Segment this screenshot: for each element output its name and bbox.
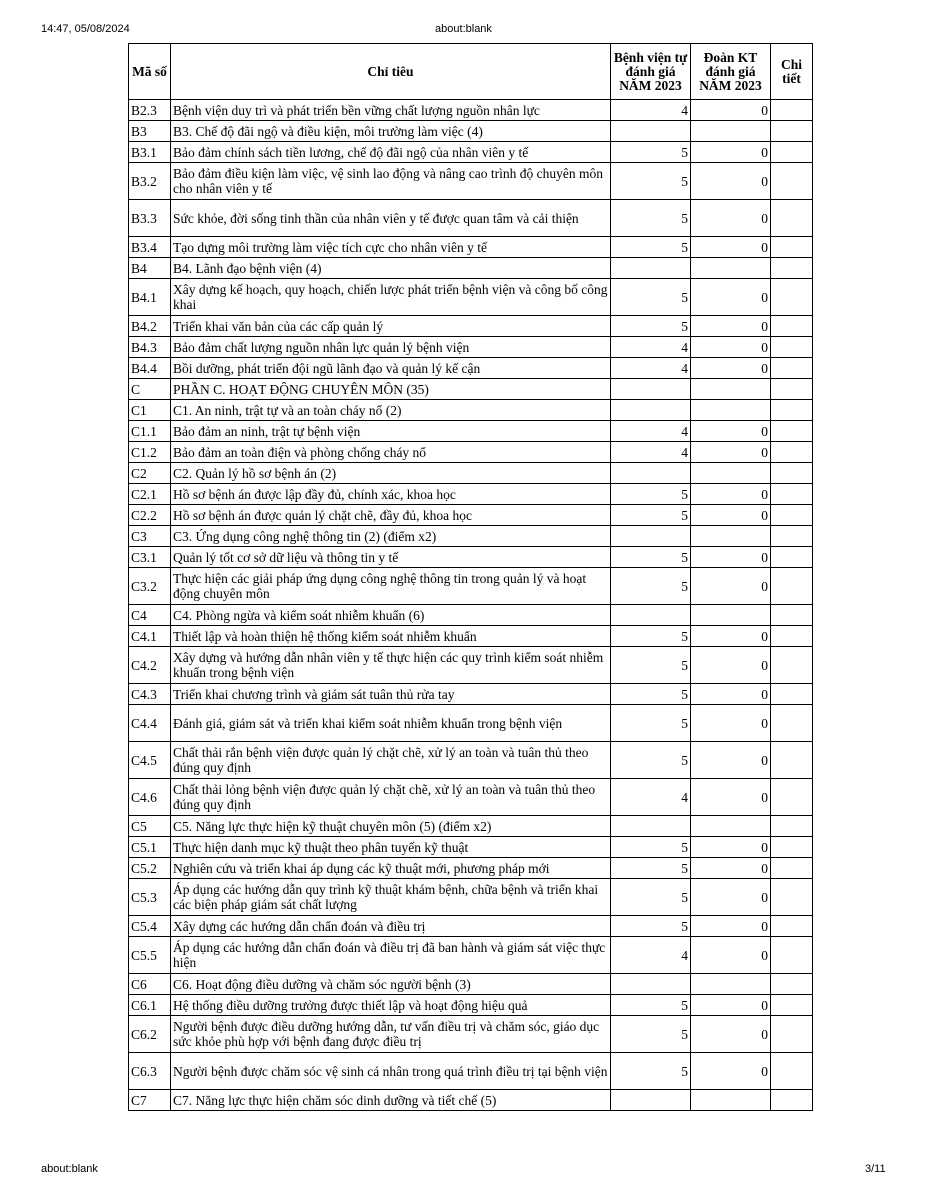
self-score-cell (611, 121, 691, 142)
code-cell: B4.3 (129, 337, 171, 358)
self-score-cell: 5 (611, 705, 691, 742)
team-score-cell (691, 974, 771, 995)
self-score-cell (611, 605, 691, 626)
self-score-cell: 5 (611, 505, 691, 526)
code-cell: C5.5 (129, 937, 171, 974)
team-score-cell: 0 (691, 879, 771, 916)
print-datetime: 14:47, 05/08/2024 (41, 23, 130, 35)
criteria-cell: Xây dựng và hướng dẫn nhân viên y tế thực hiện các quy trình kiểm soát nhiễm khuẩn trong bệnh viện (171, 647, 611, 684)
team-score-cell: 0 (691, 937, 771, 974)
criteria-cell: C4. Phòng ngừa và kiểm soát nhiễm khuẩn (6) (171, 605, 611, 626)
detail-cell (771, 100, 813, 121)
table-row (129, 163, 813, 200)
code-cell: C1.2 (129, 442, 171, 463)
table-row (129, 121, 813, 142)
detail-cell (771, 279, 813, 316)
table-row (129, 237, 813, 258)
table-row (129, 816, 813, 837)
criteria-cell: Nghiên cứu và triển khai áp dụng các kỹ thuật mới, phương pháp mới (171, 858, 611, 879)
table-row (129, 879, 813, 916)
team-score-cell: 0 (691, 163, 771, 200)
table-row (129, 1016, 813, 1053)
code-cell: B3.4 (129, 237, 171, 258)
team-score-cell: 0 (691, 484, 771, 505)
table-row (129, 647, 813, 684)
detail-cell (771, 568, 813, 605)
table-row (129, 200, 813, 237)
criteria-cell: Áp dụng các hướng dẫn quy trình kỹ thuật khám bệnh, chữa bệnh và triển khai các biện pháp giám sát chất lượng (171, 879, 611, 916)
code-cell: C3.1 (129, 547, 171, 568)
table-row (129, 442, 813, 463)
table-row (129, 484, 813, 505)
detail-cell (771, 258, 813, 279)
detail-cell (771, 142, 813, 163)
table-row (129, 258, 813, 279)
detail-cell (771, 421, 813, 442)
detail-cell (771, 442, 813, 463)
code-cell: C4.3 (129, 684, 171, 705)
self-score-cell: 5 (611, 163, 691, 200)
team-score-cell: 0 (691, 142, 771, 163)
team-score-cell: 0 (691, 916, 771, 937)
detail-cell (771, 742, 813, 779)
detail-cell (771, 647, 813, 684)
code-cell: C4.4 (129, 705, 171, 742)
detail-cell (771, 121, 813, 142)
team-score-cell: 0 (691, 442, 771, 463)
criteria-cell: Triển khai chương trình và giám sát tuân thủ rửa tay (171, 684, 611, 705)
code-cell: C6.3 (129, 1053, 171, 1090)
criteria-cell: Bảo đảm chính sách tiền lương, chế độ đãi ngộ của nhân viên y tế (171, 142, 611, 163)
table-row (129, 779, 813, 816)
detail-cell (771, 1016, 813, 1053)
criteria-cell: C5. Năng lực thực hiện kỹ thuật chuyên môn (5) (điểm x2) (171, 816, 611, 837)
self-score-cell (611, 463, 691, 484)
criteria-cell: C3. Ứng dụng công nghệ thông tin (2) (điểm x2) (171, 526, 611, 547)
self-score-cell: 5 (611, 200, 691, 237)
detail-cell (771, 995, 813, 1016)
code-cell: C4.2 (129, 647, 171, 684)
code-cell: C6.1 (129, 995, 171, 1016)
code-cell: C3.2 (129, 568, 171, 605)
print-page-number: 3/11 (865, 1163, 886, 1175)
code-cell: C5.1 (129, 837, 171, 858)
team-score-cell: 0 (691, 837, 771, 858)
detail-cell (771, 705, 813, 742)
team-score-cell: 0 (691, 995, 771, 1016)
team-score-cell (691, 400, 771, 421)
criteria-cell: Tạo dựng môi trường làm việc tích cực cho nhân viên y tế (171, 237, 611, 258)
criteria-cell: Sức khỏe, đời sống tinh thần của nhân viên y tế được quan tâm và cải thiện (171, 200, 611, 237)
team-score-cell (691, 526, 771, 547)
header-criteria: Chỉ tiêu (171, 44, 611, 100)
team-score-cell: 0 (691, 1016, 771, 1053)
table-row (129, 568, 813, 605)
detail-cell (771, 916, 813, 937)
self-score-cell: 5 (611, 484, 691, 505)
code-cell: C4 (129, 605, 171, 626)
code-cell: C6.2 (129, 1016, 171, 1053)
team-score-cell: 0 (691, 647, 771, 684)
self-score-cell: 5 (611, 742, 691, 779)
criteria-cell: Hồ sơ bệnh án được lập đầy đủ, chính xác, khoa học (171, 484, 611, 505)
detail-cell (771, 163, 813, 200)
code-cell: C4.6 (129, 779, 171, 816)
code-cell: C1 (129, 400, 171, 421)
self-score-cell: 4 (611, 442, 691, 463)
code-cell: C2.2 (129, 505, 171, 526)
self-score-cell (611, 400, 691, 421)
self-score-cell (611, 816, 691, 837)
code-cell: C6 (129, 974, 171, 995)
self-score-cell (611, 1090, 691, 1111)
table-row (129, 505, 813, 526)
detail-cell (771, 879, 813, 916)
code-cell: B4 (129, 258, 171, 279)
team-score-cell: 0 (691, 626, 771, 647)
code-cell: C (129, 379, 171, 400)
self-score-cell: 4 (611, 358, 691, 379)
criteria-cell: Bảo đảm an toàn điện và phòng chống cháy nổ (171, 442, 611, 463)
table-row (129, 916, 813, 937)
table-row (129, 400, 813, 421)
self-score-cell: 5 (611, 626, 691, 647)
self-score-cell (611, 379, 691, 400)
table-row (129, 837, 813, 858)
table-row (129, 937, 813, 974)
detail-cell (771, 684, 813, 705)
detail-cell (771, 379, 813, 400)
table-row (129, 605, 813, 626)
self-score-cell: 5 (611, 879, 691, 916)
code-cell: B3 (129, 121, 171, 142)
table-row (129, 1053, 813, 1090)
table-row (129, 684, 813, 705)
team-score-cell (691, 1090, 771, 1111)
criteria-cell: Thực hiện các giải pháp ứng dụng công nghệ thông tin trong quản lý và hoạt động chuyên môn (171, 568, 611, 605)
code-cell: C7 (129, 1090, 171, 1111)
criteria-cell: C1. An ninh, trật tự và an toàn cháy nổ (2) (171, 400, 611, 421)
self-score-cell: 5 (611, 316, 691, 337)
criteria-cell: C6. Hoạt động điều dưỡng và chăm sóc người bệnh (3) (171, 974, 611, 995)
team-score-cell: 0 (691, 779, 771, 816)
self-score-cell (611, 258, 691, 279)
table-row (129, 421, 813, 442)
detail-cell (771, 547, 813, 568)
detail-cell (771, 505, 813, 526)
code-cell: B2.3 (129, 100, 171, 121)
team-score-cell: 0 (691, 684, 771, 705)
table-row (129, 337, 813, 358)
self-score-cell: 4 (611, 337, 691, 358)
criteria-cell: Áp dụng các hướng dẫn chẩn đoán và điều trị đã ban hành và giám sát việc thực hiện (171, 937, 611, 974)
team-score-cell (691, 258, 771, 279)
code-cell: C1.1 (129, 421, 171, 442)
team-score-cell (691, 121, 771, 142)
detail-cell (771, 400, 813, 421)
self-score-cell: 5 (611, 568, 691, 605)
team-score-cell: 0 (691, 358, 771, 379)
code-cell: C5.4 (129, 916, 171, 937)
table-header-row (129, 44, 813, 100)
criteria-cell: Người bệnh được điều dưỡng hướng dẫn, tư vấn điều trị và chăm sóc, giáo dục sức khỏe phù hợp với bệnh đang được điều trị (171, 1016, 611, 1053)
criteria-cell: Xây dựng kế hoạch, quy hoạch, chiến lược phát triển bệnh viện và công bố công khai (171, 279, 611, 316)
code-cell: C2.1 (129, 484, 171, 505)
team-score-cell: 0 (691, 316, 771, 337)
team-score-cell (691, 379, 771, 400)
print-page-title: about:blank (435, 23, 492, 35)
criteria-cell: Đánh giá, giám sát và triển khai kiểm soát nhiễm khuẩn trong bệnh viện (171, 705, 611, 742)
detail-cell (771, 837, 813, 858)
code-cell: B4.2 (129, 316, 171, 337)
code-cell: B3.1 (129, 142, 171, 163)
table-row (129, 526, 813, 547)
code-cell: B3.3 (129, 200, 171, 237)
code-cell: C5 (129, 816, 171, 837)
team-score-cell: 0 (691, 547, 771, 568)
table-row (129, 626, 813, 647)
code-cell: C5.3 (129, 879, 171, 916)
criteria-cell: PHẦN C. HOẠT ĐỘNG CHUYÊN MÔN (35) (171, 379, 611, 400)
table-row (129, 547, 813, 568)
self-score-cell: 5 (611, 1053, 691, 1090)
criteria-cell: C7. Năng lực thực hiện chăm sóc dinh dưỡng và tiết chế (5) (171, 1090, 611, 1111)
team-score-cell: 0 (691, 100, 771, 121)
criteria-cell: Chất thải lỏng bệnh viện được quản lý chặt chẽ, xử lý an toàn và tuân thủ theo đúng quy định (171, 779, 611, 816)
table-row (129, 100, 813, 121)
table-body (129, 100, 813, 1111)
table-row (129, 1090, 813, 1111)
team-score-cell (691, 605, 771, 626)
team-score-cell: 0 (691, 858, 771, 879)
self-score-cell (611, 526, 691, 547)
team-score-cell: 0 (691, 568, 771, 605)
self-score-cell: 5 (611, 684, 691, 705)
criteria-cell: Thực hiện danh mục kỹ thuật theo phân tuyến kỹ thuật (171, 837, 611, 858)
team-score-cell: 0 (691, 421, 771, 442)
header-detail: Chi tiết (771, 44, 813, 100)
criteria-cell: Bồi dưỡng, phát triển đội ngũ lãnh đạo và quản lý kế cận (171, 358, 611, 379)
criteria-table (128, 43, 813, 1111)
team-score-cell: 0 (691, 237, 771, 258)
self-score-cell: 5 (611, 1016, 691, 1053)
code-cell: B4.4 (129, 358, 171, 379)
table-row (129, 742, 813, 779)
team-score-cell: 0 (691, 742, 771, 779)
code-cell: B3.2 (129, 163, 171, 200)
code-cell: C4.1 (129, 626, 171, 647)
criteria-cell: Hệ thống điều dưỡng trưởng được thiết lập và hoạt động hiệu quả (171, 995, 611, 1016)
team-score-cell: 0 (691, 200, 771, 237)
team-score-cell: 0 (691, 279, 771, 316)
detail-cell (771, 858, 813, 879)
criteria-cell: Bảo đảm điều kiện làm việc, vệ sinh lao động và nâng cao trình độ chuyên môn cho nhân viên y tế (171, 163, 611, 200)
self-score-cell: 5 (611, 837, 691, 858)
code-cell: C4.5 (129, 742, 171, 779)
detail-cell (771, 337, 813, 358)
detail-cell (771, 484, 813, 505)
table-row (129, 995, 813, 1016)
code-cell: B4.1 (129, 279, 171, 316)
detail-cell (771, 200, 813, 237)
criteria-cell: Chất thải rắn bệnh viện được quản lý chặt chẽ, xử lý an toàn và tuân thủ theo đúng quy định (171, 742, 611, 779)
self-score-cell: 5 (611, 237, 691, 258)
self-score-cell: 5 (611, 142, 691, 163)
table-row (129, 974, 813, 995)
self-score-cell: 4 (611, 779, 691, 816)
self-score-cell: 5 (611, 279, 691, 316)
self-score-cell: 5 (611, 916, 691, 937)
detail-cell (771, 1053, 813, 1090)
header-team-score: Đoàn KT đánh giá NĂM 2023 (691, 44, 771, 100)
self-score-cell: 5 (611, 858, 691, 879)
detail-cell (771, 605, 813, 626)
table-row (129, 316, 813, 337)
self-score-cell: 4 (611, 937, 691, 974)
self-score-cell: 5 (611, 647, 691, 684)
table-row (129, 279, 813, 316)
team-score-cell (691, 463, 771, 484)
team-score-cell: 0 (691, 505, 771, 526)
detail-cell (771, 463, 813, 484)
code-cell: C2 (129, 463, 171, 484)
team-score-cell: 0 (691, 1053, 771, 1090)
criteria-cell: Bệnh viện duy trì và phát triển bền vững chất lượng nguồn nhân lực (171, 100, 611, 121)
detail-cell (771, 626, 813, 647)
criteria-cell: Xây dựng các hướng dẫn chẩn đoán và điều trị (171, 916, 611, 937)
self-score-cell: 4 (611, 421, 691, 442)
team-score-cell (691, 816, 771, 837)
criteria-cell: Thiết lập và hoàn thiện hệ thống kiểm soát nhiễm khuẩn (171, 626, 611, 647)
detail-cell (771, 237, 813, 258)
detail-cell (771, 779, 813, 816)
table-row (129, 358, 813, 379)
team-score-cell: 0 (691, 337, 771, 358)
table-row (129, 142, 813, 163)
header-self-score: Bệnh viện tự đánh giá NĂM 2023 (611, 44, 691, 100)
criteria-cell: Bảo đảm chất lượng nguồn nhân lực quản lý bệnh viện (171, 337, 611, 358)
table-row (129, 858, 813, 879)
criteria-cell: B3. Chế độ đãi ngộ và điều kiện, môi trường làm việc (4) (171, 121, 611, 142)
criteria-cell: C2. Quản lý hồ sơ bệnh án (2) (171, 463, 611, 484)
detail-cell (771, 937, 813, 974)
code-cell: C3 (129, 526, 171, 547)
team-score-cell: 0 (691, 705, 771, 742)
table-row (129, 379, 813, 400)
detail-cell (771, 316, 813, 337)
criteria-cell: Triển khai văn bản của các cấp quản lý (171, 316, 611, 337)
detail-cell (771, 816, 813, 837)
criteria-cell: Người bệnh được chăm sóc vệ sinh cá nhân trong quá trình điều trị tại bệnh viện (171, 1053, 611, 1090)
self-score-cell: 5 (611, 995, 691, 1016)
detail-cell (771, 974, 813, 995)
detail-cell (771, 1090, 813, 1111)
print-url: about:blank (41, 1163, 98, 1175)
detail-cell (771, 526, 813, 547)
self-score-cell (611, 974, 691, 995)
criteria-cell: Hồ sơ bệnh án được quản lý chặt chẽ, đầy đủ, khoa học (171, 505, 611, 526)
self-score-cell: 4 (611, 100, 691, 121)
criteria-cell: B4. Lãnh đạo bệnh viện (4) (171, 258, 611, 279)
detail-cell (771, 358, 813, 379)
criteria-cell: Bảo đảm an ninh, trật tự bệnh viện (171, 421, 611, 442)
self-score-cell: 5 (611, 547, 691, 568)
table-row (129, 463, 813, 484)
table-row (129, 705, 813, 742)
header-code: Mã số (129, 44, 171, 100)
criteria-cell: Quản lý tốt cơ sở dữ liệu và thông tin y tế (171, 547, 611, 568)
code-cell: C5.2 (129, 858, 171, 879)
